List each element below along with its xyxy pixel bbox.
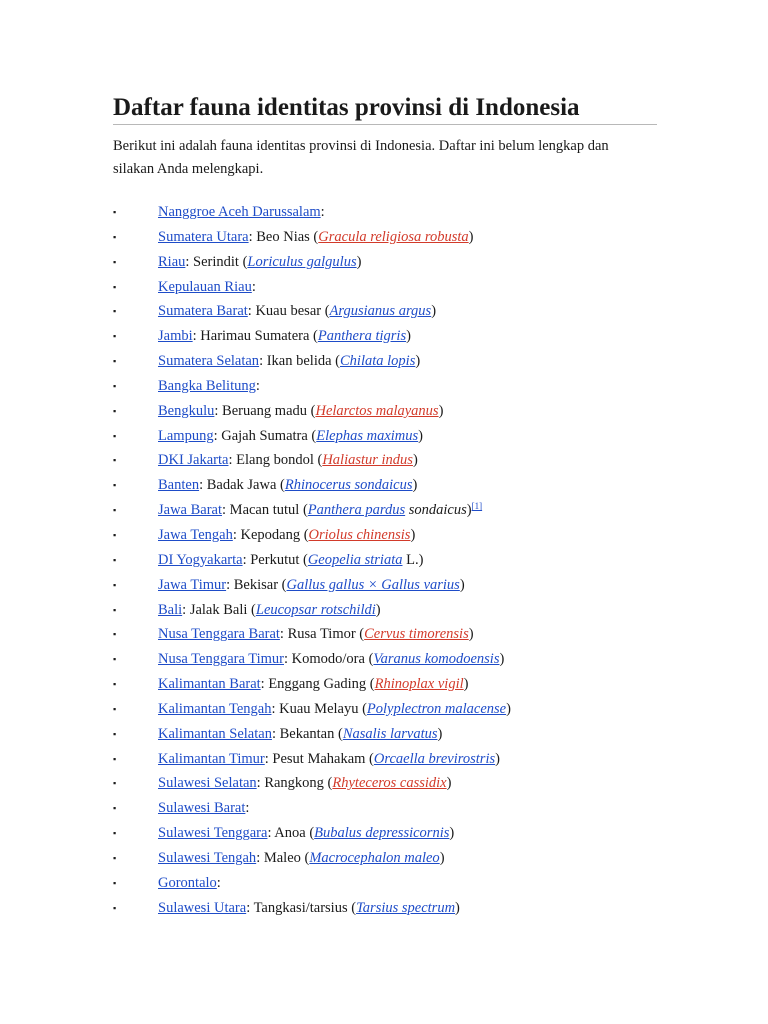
list-item <box>113 622 657 647</box>
scientific-name-link[interactable]: Rhyteceros cassidix <box>332 775 447 792</box>
scientific-name-link[interactable]: Panthera pardus <box>307 502 406 519</box>
document-page <box>113 92 657 920</box>
animal-name: Badak Jawa ( <box>203 477 285 494</box>
separator: : <box>264 750 269 767</box>
fauna-list <box>113 200 657 920</box>
bullet-icon: ▪ <box>113 331 117 342</box>
scientific-name-link[interactable]: Polyplectron malacense <box>366 700 507 717</box>
separator: : <box>242 551 247 568</box>
bullet-icon: ▪ <box>113 877 117 888</box>
closing-text: ) <box>463 676 469 693</box>
separator: : <box>232 526 237 543</box>
bullet-icon: ▪ <box>113 728 117 739</box>
separator: : <box>255 377 260 394</box>
province-link[interactable]: DI Yogyakarta <box>158 551 243 568</box>
scientific-name-link[interactable]: Geopelia striata <box>307 551 403 568</box>
closing-text: ) <box>495 750 500 767</box>
animal-name: Rangkong ( <box>260 775 333 792</box>
animal-name: Kuau Melayu ( <box>275 700 367 717</box>
province-link[interactable]: Bengkulu <box>158 402 215 419</box>
bullet-icon: ▪ <box>113 256 117 267</box>
closing-text: ) <box>437 725 443 742</box>
separator: : <box>228 452 233 469</box>
closing-text: ) <box>499 651 505 668</box>
animal-name: Maleo ( <box>260 849 310 866</box>
closing-text: ) <box>415 353 421 370</box>
bullet-icon: ▪ <box>113 579 117 590</box>
province-link[interactable]: Kalimantan Tengah <box>158 700 272 717</box>
province-link[interactable]: Kepulauan Riau <box>158 278 252 295</box>
scientific-name-link[interactable]: Rhinoplax vigil <box>374 676 464 693</box>
province-link[interactable]: Nusa Tenggara Barat <box>158 626 280 643</box>
bullet-icon: ▪ <box>113 430 117 441</box>
list-item <box>113 871 657 896</box>
subspecies-text: sondaicus <box>405 502 467 519</box>
scientific-name-link[interactable]: Leucopsar rotschildi <box>255 601 376 618</box>
list-item <box>113 796 657 821</box>
list-item <box>113 225 657 250</box>
province-link[interactable]: Gorontalo <box>158 874 217 891</box>
separator: : <box>226 576 231 593</box>
separator: : <box>260 676 265 693</box>
separator: : <box>185 253 190 270</box>
bullet-icon: ▪ <box>113 529 117 540</box>
province-link[interactable]: Sulawesi Utara <box>158 899 247 916</box>
animal-name: Kepodang ( <box>236 526 309 543</box>
list-item <box>113 523 657 548</box>
scientific-name-link[interactable]: Haliastur indus <box>322 452 413 469</box>
province-link[interactable]: Sumatera Selatan <box>158 353 260 370</box>
animal-name: Beo Nias ( <box>252 228 319 245</box>
list-item <box>113 821 657 846</box>
province-link[interactable]: Lampung <box>158 427 214 444</box>
scientific-name-link[interactable]: Gracula religiosa robusta <box>318 228 469 245</box>
bullet-icon: ▪ <box>113 356 117 367</box>
animal-name: Elang bondol ( <box>232 452 323 469</box>
separator: : <box>248 228 253 245</box>
list-item <box>113 846 657 871</box>
closing-text: ) <box>431 303 437 320</box>
province-link[interactable]: Sulawesi Tengah <box>158 849 257 866</box>
separator: : <box>256 775 261 792</box>
separator: : <box>199 477 204 494</box>
animal-name: Perkutut ( <box>246 551 308 568</box>
animal-name: Tangkasi/tarsius ( <box>250 899 357 916</box>
separator: : <box>192 328 197 345</box>
closing-text: ) <box>410 526 416 543</box>
province-link[interactable]: Sulawesi Tenggara <box>158 825 268 842</box>
list-item <box>113 324 657 349</box>
list-item <box>113 374 657 399</box>
list-item <box>113 548 657 573</box>
animal-name: Ikan belida ( <box>263 353 340 370</box>
bullet-icon: ▪ <box>113 405 117 416</box>
bullet-icon: ▪ <box>113 207 117 217</box>
bullet-icon: ▪ <box>113 281 117 292</box>
closing-text: ) <box>418 427 423 444</box>
animal-name: Bekisar ( <box>230 576 287 593</box>
province-link[interactable]: DKI Jakarta <box>158 452 229 469</box>
page-title: Daftar fauna identitas provinsi di Indonesia <box>113 92 657 125</box>
province-link[interactable]: Sulawesi Barat <box>158 800 246 817</box>
separator: : <box>247 303 252 320</box>
animal-name: Macan tutul ( <box>226 502 308 519</box>
scientific-name-link[interactable]: Gallus gallus × Gallus varius <box>286 576 460 593</box>
bullet-icon: ▪ <box>113 629 117 640</box>
closing-text: ) <box>439 849 445 866</box>
animal-name: Komodo/ora ( <box>288 651 374 668</box>
bullet-icon: ▪ <box>113 231 117 242</box>
scientific-name-link[interactable]: Chilata lopis <box>340 353 416 370</box>
separator: : <box>279 626 284 643</box>
list-item <box>113 896 657 921</box>
closing-text: L.) <box>402 551 424 568</box>
bullet-icon: ▪ <box>113 380 117 391</box>
province-link[interactable]: Jawa Tengah <box>158 526 233 543</box>
province-link[interactable]: Kalimantan Barat <box>158 676 261 693</box>
closing-text: ) <box>438 402 444 419</box>
province-link[interactable]: Nusa Tenggara Timur <box>158 651 284 668</box>
animal-name: Gajah Sumatra ( <box>217 427 317 444</box>
bullet-icon: ▪ <box>113 306 117 317</box>
animal-name: Harimau Sumatera ( <box>196 328 318 345</box>
separator: : <box>256 849 261 866</box>
list-item <box>113 349 657 374</box>
province-link[interactable]: Riau <box>158 253 186 270</box>
province-link[interactable]: Banten <box>158 477 200 494</box>
reference-link[interactable]: [1] <box>471 501 483 512</box>
closing-text: ) <box>466 502 472 519</box>
list-item <box>113 200 657 225</box>
separator: : <box>214 402 219 419</box>
separator: : <box>216 874 221 891</box>
list-item <box>113 448 657 473</box>
province-link[interactable]: Sumatera Barat <box>158 303 248 320</box>
animal-name: Bekantan ( <box>275 725 343 742</box>
province-link[interactable]: Jambi <box>158 328 193 345</box>
animal-name: Rusa Timor ( <box>283 626 365 643</box>
bullet-icon: ▪ <box>113 604 117 615</box>
closing-text: ) <box>459 576 465 593</box>
closing-text: ) <box>506 700 511 717</box>
list-item <box>113 647 657 672</box>
animal-name: Serindit ( <box>189 253 248 270</box>
scientific-name-link[interactable]: Orcaella brevirostris <box>373 750 496 767</box>
list-item <box>113 722 657 747</box>
separator: : <box>267 825 272 842</box>
list-item <box>113 399 657 424</box>
scientific-name-link[interactable]: Tarsius spectrum <box>356 899 456 916</box>
list-item <box>113 747 657 772</box>
province-link[interactable]: Nanggroe Aceh Darussalam <box>158 204 321 220</box>
separator: : <box>222 502 227 519</box>
animal-name: Jalak Bali ( <box>186 601 256 618</box>
intro-paragraph: Berikut ini adalah fauna identitas provinsi di Indonesia. Daftar ini belum lengkap dan silakan Anda melengkapi. <box>113 138 609 177</box>
closing-text: ) <box>449 825 455 842</box>
bullet-icon: ▪ <box>113 554 117 565</box>
list-item <box>113 424 657 449</box>
closing-text: ) <box>375 601 381 618</box>
separator: : <box>182 601 187 618</box>
list-item <box>113 697 657 722</box>
list-item <box>113 573 657 598</box>
list-item <box>113 498 657 523</box>
separator: : <box>284 651 289 668</box>
scientific-name-link[interactable]: Loriculus galgulus <box>247 253 357 270</box>
province-link[interactable]: Sulawesi Selatan <box>158 775 257 792</box>
separator: : <box>271 700 276 717</box>
province-link[interactable]: Jawa Barat <box>158 502 223 519</box>
province-link[interactable]: Bali <box>158 601 183 618</box>
closing-text: ) <box>356 253 362 270</box>
bullet-icon: ▪ <box>113 679 117 690</box>
closing-text: ) <box>412 452 418 469</box>
province-link[interactable]: Bangka Belitung <box>158 377 256 394</box>
province-link[interactable]: Jawa Timur <box>158 576 227 593</box>
animal-name: Beruang madu ( <box>218 402 316 419</box>
animal-name: Anoa ( <box>271 825 315 842</box>
province-link[interactable]: Kalimantan Selatan <box>158 725 272 742</box>
closing-text: ) <box>468 626 474 643</box>
bullet-icon: ▪ <box>113 455 117 466</box>
province-link[interactable]: Sumatera Utara <box>158 228 249 245</box>
separator: : <box>245 800 250 817</box>
list-item <box>113 598 657 623</box>
separator: : <box>251 278 256 295</box>
bullet-icon: ▪ <box>113 852 117 863</box>
separator: : <box>213 427 218 444</box>
bullet-icon: ▪ <box>113 703 117 714</box>
scientific-name-link[interactable]: Macrocephalon maleo <box>309 849 440 866</box>
scientific-name-link[interactable]: Elephas maximus <box>316 427 419 444</box>
separator: : <box>259 353 264 370</box>
closing-text: ) <box>446 775 452 792</box>
list-item <box>113 275 657 300</box>
bullet-icon: ▪ <box>113 654 117 665</box>
separator: : <box>271 725 276 742</box>
list-item <box>113 672 657 697</box>
list-item <box>113 299 657 324</box>
bullet-icon: ▪ <box>113 902 117 913</box>
scientific-name-link[interactable]: Helarctos malayanus <box>315 402 439 419</box>
scientific-name-link[interactable]: Argusianus argus <box>329 303 432 320</box>
bullet-icon: ▪ <box>113 753 117 764</box>
bullet-icon: ▪ <box>113 803 117 814</box>
bullet-icon: ▪ <box>113 778 117 789</box>
list-item <box>113 771 657 796</box>
scientific-name-link[interactable]: Oriolus chinensis <box>308 526 411 543</box>
scientific-name-link[interactable]: Nasalis larvatus <box>342 725 438 742</box>
closing-text: ) <box>468 228 474 245</box>
scientific-name-link[interactable]: Rhinocerus sondaicus <box>284 477 413 494</box>
separator: : <box>246 899 251 916</box>
animal-name: Enggang Gading ( <box>264 676 375 693</box>
closing-text: ) <box>455 899 460 916</box>
animal-name: Kuau besar ( <box>251 303 330 320</box>
scientific-name-link[interactable]: Varanus komodoensis <box>373 651 500 668</box>
separator: : <box>320 204 325 220</box>
bullet-icon: ▪ <box>113 480 117 491</box>
scientific-name-link[interactable]: Bubalus depressicornis <box>314 825 450 842</box>
closing-text: ) <box>406 328 411 345</box>
province-link[interactable]: Kalimantan Timur <box>158 750 265 767</box>
closing-text: ) <box>412 477 418 494</box>
scientific-name-link[interactable]: Panthera tigris <box>317 328 407 345</box>
bullet-icon: ▪ <box>113 505 117 516</box>
bullet-icon: ▪ <box>113 828 117 839</box>
scientific-name-link[interactable]: Cervus timorensis <box>364 626 469 643</box>
list-item <box>113 473 657 498</box>
list-item <box>113 250 657 275</box>
animal-name: Pesut Mahakam ( <box>268 750 374 767</box>
